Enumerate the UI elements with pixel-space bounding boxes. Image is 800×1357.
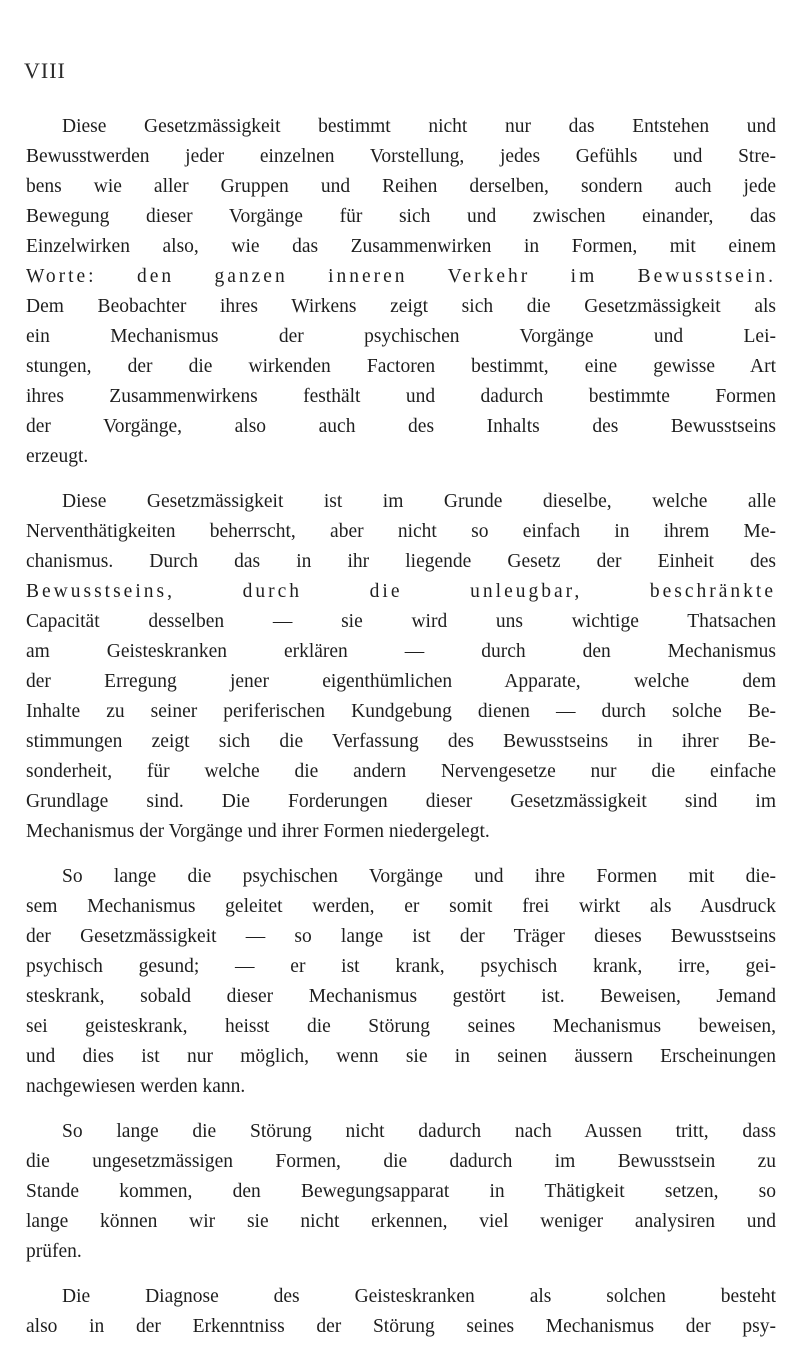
text-line: Worte: den ganzen inneren Verkehr im Bewusstsein.	[26, 266, 776, 287]
text-line: sem Mechanismus geleitet werden, er somit frei wirkt als Ausdruck	[26, 896, 776, 917]
text-line: Bewegung dieser Vorgänge für sich und zwischen einander, das	[26, 206, 776, 227]
text-line: Capacität desselben — sie wird uns wichtige Thatsachen	[26, 611, 776, 632]
text-line: bens wie aller Gruppen und Reihen derselben, sondern auch jede	[26, 176, 776, 197]
text-line: lange können wir sie nicht erkennen, viel weniger analysiren und	[26, 1211, 776, 1232]
text-line: am Geisteskranken erklären — durch den Mechanismus	[26, 641, 776, 662]
text-line: chanismus. Durch das in ihr liegende Gesetz der Einheit des	[26, 551, 776, 572]
text-line: Grundlage sind. Die Forderungen dieser Gesetzmässigkeit sind im	[26, 791, 776, 812]
text-line: Diese Gesetzmässigkeit bestimmt nicht nur das Entstehen und	[62, 116, 776, 137]
text-line: Bewusstwerden jeder einzelnen Vorstellung, jedes Gefühls und Stre-	[26, 146, 776, 167]
text-line: der Vorgänge, also auch des Inhalts des Bewusstseins	[26, 416, 776, 437]
text-line: Diese Gesetzmässigkeit ist im Grunde dieselbe, welche alle	[62, 491, 776, 512]
body-text	[26, 112, 776, 1357]
paragraph-2	[26, 487, 776, 847]
paragraph-1	[26, 112, 776, 472]
page-number: VIII	[24, 58, 66, 83]
paragraph-3	[26, 862, 776, 1102]
paragraph-4	[26, 1117, 776, 1267]
text-line: sonderheit, für welche die andern Nervengesetze nur die einfache	[26, 761, 776, 782]
text-line: Stande kommen, den Bewegungsapparat in Thätigkeit setzen, so	[26, 1181, 776, 1202]
text-line: So lange die Störung nicht dadurch nach Aussen tritt, dass	[62, 1121, 776, 1142]
text-line: und dies ist nur möglich, wenn sie in seinen äussern Erscheinungen	[26, 1046, 776, 1067]
paragraph-5	[26, 1282, 776, 1342]
text-line: steskrank, sobald dieser Mechanismus gestört ist. Beweisen, Jemand	[26, 986, 776, 1007]
text-line: der Erregung jener eigenthümlichen Apparate, welche dem	[26, 671, 776, 692]
text-line: ein Mechanismus der psychischen Vorgänge und Lei-	[26, 326, 776, 347]
text-line: der Gesetzmässigkeit — so lange ist der Träger dieses Bewusstseins	[26, 926, 776, 947]
text-line: Einzelwirken also, wie das Zusammenwirken in Formen, mit einem	[26, 236, 776, 257]
text-line: Die Diagnose des Geisteskranken als solchen besteht	[62, 1286, 776, 1307]
text-line: Dem Beobachter ihres Wirkens zeigt sich die Gesetzmässigkeit als	[26, 296, 776, 317]
text-line: stungen, der die wirkenden Factoren bestimmt, eine gewisse Art	[26, 356, 776, 377]
text-line: So lange die psychischen Vorgänge und ihre Formen mit die-	[62, 866, 776, 887]
text-line: erzeugt.	[26, 446, 89, 467]
text-line: Mechanismus der Vorgänge und ihrer Formen niedergelegt.	[26, 821, 490, 842]
text-line: sei geisteskrank, heisst die Störung seines Mechanismus beweisen,	[26, 1016, 776, 1037]
text-line: Nerventhätigkeiten beherrscht, aber nicht so einfach in ihrem Me-	[26, 521, 776, 542]
text-line: also in der Erkenntniss der Störung seines Mechanismus der psy-	[26, 1316, 776, 1337]
text-line: Inhalte zu seiner periferischen Kundgebung dienen — durch solche Be-	[26, 701, 776, 722]
text-line: stimmungen zeigt sich die Verfassung des Bewusstseins in ihrer Be-	[26, 731, 776, 752]
text-line: prüfen.	[26, 1241, 82, 1262]
text-line: nachgewiesen werden kann.	[26, 1076, 246, 1097]
text-line: die ungesetzmässigen Formen, die dadurch im Bewusstsein zu	[26, 1151, 776, 1172]
text-line: ihres Zusammenwirkens festhält und dadurch bestimmte Formen	[26, 386, 776, 407]
text-line: psychisch gesund; — er ist krank, psychisch krank, irre, gei-	[26, 956, 776, 977]
text-line: Bewusstseins, durch die unleugbar, beschränkte	[26, 581, 776, 602]
